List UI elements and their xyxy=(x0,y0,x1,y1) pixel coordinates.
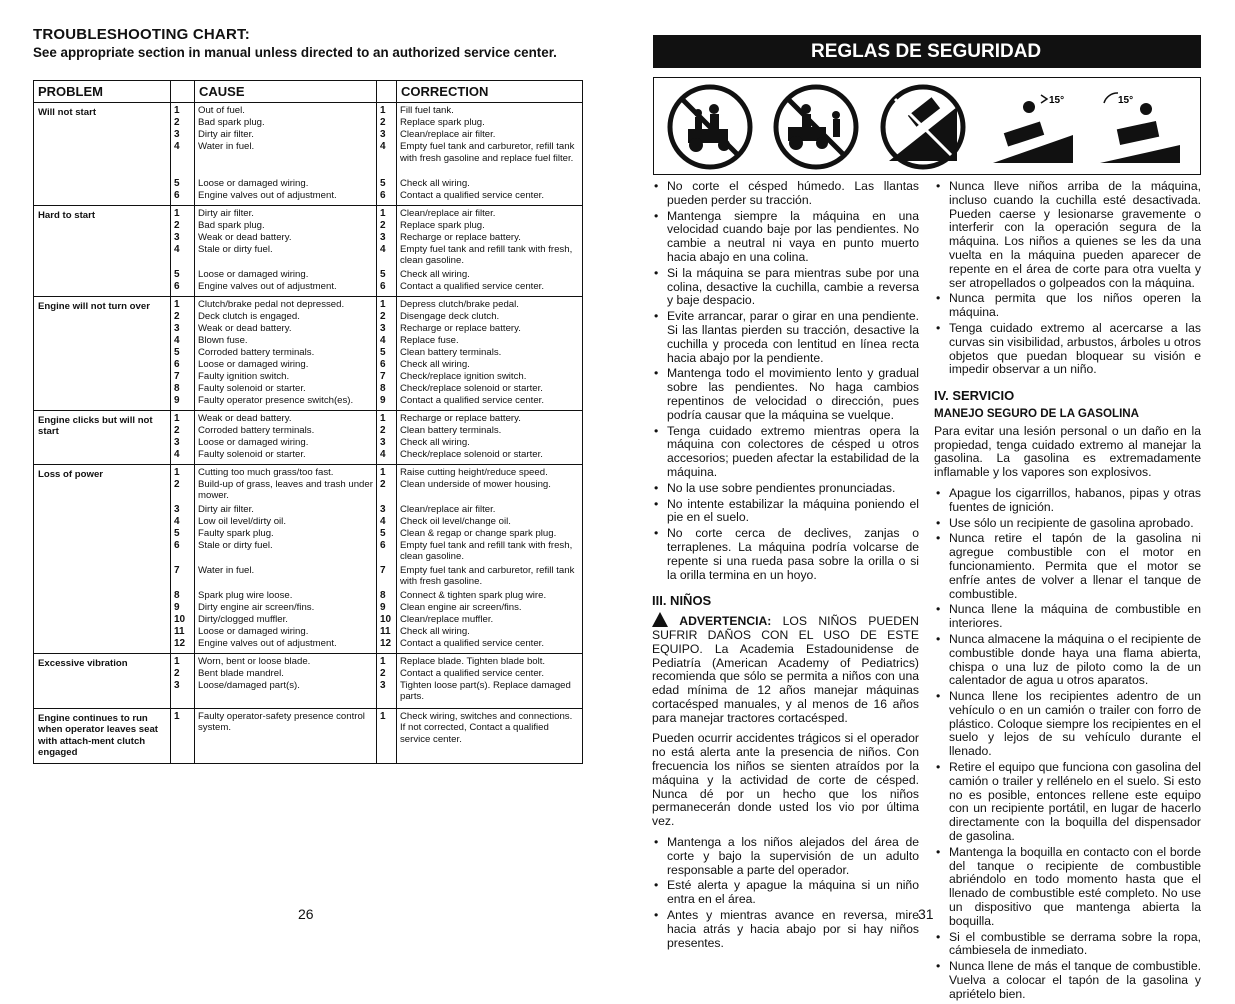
list-item: • Use sólo un recipiente de gasolina aprobado. xyxy=(934,517,1201,531)
cause-num-cell xyxy=(171,653,195,708)
problem-cell: Engine clicks but will not start xyxy=(34,410,171,464)
correction-cell xyxy=(397,103,583,206)
list-item: • Tenga cuidado extremo al acercarse a las curvas sin visibilidad, arbustos, árboles u otros objetos que puedan bloquear su visión e impedir observar a un niño. xyxy=(934,322,1201,377)
correction-text: Clean/replace muffler. xyxy=(400,613,494,625)
ninos-paragraph: Pueden ocurrir accidentes trágicos si el operador no está alerta ante la presencia de niños. Con frecuencia los niños se sienten atraídos por la máquina y la actividad de corte de césped. Nunca dé por un hecho que los niños permanecerán donde usted los vio por última vez. xyxy=(652,731,919,829)
correction-text: Fill fuel tank. xyxy=(400,105,454,116)
correction-text: Check all wiring. xyxy=(400,358,470,370)
list-item: • Nunca retire el tapón de la gasolina ni agregue combustible con el motor en funcionamiento. Permita que el motor se enfríe antes de volver a llenar el tanque de combustible. xyxy=(934,532,1201,601)
cause-text: Blown fuse. xyxy=(198,334,248,346)
list-item: • Esté alerta y apague la máquina si un niño entra en el área. xyxy=(652,879,919,907)
correction-text: Check all wiring. xyxy=(400,436,470,448)
correction-number: 4 xyxy=(380,243,386,255)
cause-number: 6 xyxy=(174,280,180,292)
cause-number: 3 xyxy=(174,322,180,334)
warning-icon xyxy=(652,612,668,627)
cause-number: 1 xyxy=(174,298,180,310)
warning-text: LOS NIÑOS PUEDEN SUFRIR DAÑOS CON EL USO DE ESTE EQUIPO. La Academia Estadounidense de Pediatría (American Academy of Pediatrics) recomienda que sólo se permita a niños con una edad mínima de 12 años manejar máquinas cortacésped manuales, y al menos de 16 años para manejar tractores cortacésped. xyxy=(652,614,919,725)
correction-number: 1 xyxy=(380,710,386,722)
correction-number: 7 xyxy=(380,370,386,382)
correction-cell xyxy=(397,205,583,296)
cause-text: Weak or dead battery. xyxy=(198,231,292,243)
cause-number: 3 xyxy=(174,231,180,243)
correction-cell xyxy=(397,653,583,708)
correction-text: Connect & tighten spark plug wire. xyxy=(400,589,547,601)
list-item: • No corte cerca de declives, zanjas o terraplenes. La máquina podría volcarse de repente si una rueda pasa sobre la orilla o si la orilla termina en un hoyo. xyxy=(652,527,919,582)
cause-text: Cutting too much grass/too fast. xyxy=(198,466,334,478)
troubleshooting-header xyxy=(33,26,583,60)
cause-text: Faulty operator-safety presence control system. xyxy=(198,710,365,733)
cause-number: 9 xyxy=(174,394,180,406)
safety-column-2 xyxy=(934,180,1201,1004)
correction-number: 5 xyxy=(380,346,386,358)
table-header-row xyxy=(34,81,583,103)
list-item: • Evite arrancar, parar o girar en una pendiente. Si las llantas pierden su tracción, desactive la cuchilla y proceda con lentitud en línea recta hacia abajo por la pendiente. xyxy=(652,310,919,365)
cause-number: 7 xyxy=(174,564,180,576)
slope-label-1: 15° xyxy=(1049,95,1065,106)
correction-number: 2 xyxy=(380,478,386,490)
correction-text: Clean/replace air filter. xyxy=(400,207,496,219)
correction-cell xyxy=(397,464,583,653)
correction-number: 6 xyxy=(380,539,386,551)
table-row xyxy=(34,410,583,464)
cause-cell xyxy=(195,653,377,708)
cause-text: Dirty air filter. xyxy=(198,207,254,219)
cause-number: 4 xyxy=(174,515,180,527)
correction-text: Replace blade. Tighten blade bolt. xyxy=(400,655,546,667)
list-item: • No la use sobre pendientes pronunciadas. xyxy=(652,482,919,496)
correction-number: 6 xyxy=(380,280,386,292)
correction-text: Disengage deck clutch. xyxy=(400,310,500,322)
problem-cell: Will not start xyxy=(34,103,171,206)
no-steep-climb-icon xyxy=(879,83,967,171)
safety-banner: REGLAS DE SEGURIDAD xyxy=(653,35,1201,68)
correction-number: 11 xyxy=(380,625,391,637)
cause-num-cell xyxy=(171,296,195,410)
correction-text: Clean/replace air filter. xyxy=(400,503,496,515)
cause-text: Clutch/brake pedal not depressed. xyxy=(198,298,345,310)
list-item: • Antes y mientras avance en reversa, mire hacia atrás y hacia abajo por si hay niños presentes. xyxy=(652,909,919,950)
cause-number: 3 xyxy=(174,436,180,448)
cause-number: 1 xyxy=(174,105,180,116)
cause-number: 3 xyxy=(174,129,180,140)
correction-number: 5 xyxy=(380,177,386,189)
list-item: • Mantenga la boquilla en contacto con el borde del tanque o recipiente de combustible abriéndolo en todo momento hasta que el llenado de combustible esté completo. No use un dispositivo que mantenga abierta la boquilla. xyxy=(934,846,1201,929)
cause-number: 8 xyxy=(174,589,180,601)
correction-text: Empty fuel tank and refill tank with fresh, clean gasoline. xyxy=(400,243,573,266)
correction-number: 3 xyxy=(380,231,386,243)
correction-number: 4 xyxy=(380,141,386,152)
correction-text: Check/replace solenoid or starter. xyxy=(400,448,543,460)
children-riding-list xyxy=(934,180,1201,377)
correction-text: Replace fuse. xyxy=(400,334,459,346)
cause-text: Low oil level/dirty oil. xyxy=(198,515,286,527)
list-item: • Nunca llene de más el tanque de combustible. Vuelva a colocar el tapón de la gasolina y apriételo bien. xyxy=(934,960,1201,1001)
cause-text: Dirty air filter. xyxy=(198,129,254,140)
cause-text: Engine valves out of adjustment. xyxy=(198,280,337,292)
list-item: • Mantenga a los niños alejados del área de corte y bajo la supervisión de un adulto responsable a parte del operador. xyxy=(652,836,919,877)
correction-num-cell xyxy=(377,464,397,653)
cause-num-cell xyxy=(171,205,195,296)
cause-text: Deck clutch is engaged. xyxy=(198,310,300,322)
cause-number: 4 xyxy=(174,243,180,255)
table-row xyxy=(34,653,583,708)
cause-text: Stale or dirty fuel. xyxy=(198,243,273,255)
cause-text: Loose/damaged part(s). xyxy=(198,679,300,691)
correction-number: 9 xyxy=(380,601,386,613)
correction-text: Replace spark plug. xyxy=(400,219,485,231)
cause-text: Dirty air filter. xyxy=(198,503,254,515)
cause-text: Engine valves out of adjustment. xyxy=(198,637,337,649)
correction-text: Check/replace ignition switch. xyxy=(400,370,527,382)
cause-text: Dirty/clogged muffler. xyxy=(198,613,288,625)
correction-text: Depress clutch/brake pedal. xyxy=(400,298,519,310)
cause-text: Out of fuel. xyxy=(198,105,245,116)
correction-text: Contact a qualified service center. xyxy=(400,280,544,292)
correction-text: Clean engine air screen/fins. xyxy=(400,601,522,613)
correction-number: 1 xyxy=(380,298,386,310)
cause-text: Spark plug wire loose. xyxy=(198,589,293,601)
list-item: • Nunca lleve niños arriba de la máquina, incluso cuando la cuchilla esté desactivada. Pueden caerse y lesionarse gravemente o interferir con la operación segura de la máquina. Los niños a quienes se les da una vuelta en la máquina pueden aparecer de repente en el área de corte para otra vuelta y ser atropellados o golpeados con la máquina. xyxy=(934,180,1201,290)
slope-safety-list xyxy=(652,180,919,582)
correction-text: Raise cutting height/reduce speed. xyxy=(400,466,548,478)
correction-cell xyxy=(397,410,583,464)
cause-number: 2 xyxy=(174,310,180,322)
correction-number: 1 xyxy=(380,466,386,478)
cause-number: 1 xyxy=(174,412,180,424)
correction-text: Contact a qualified service center. xyxy=(400,189,544,201)
cause-text: Weak or dead battery. xyxy=(198,322,292,334)
cause-number: 1 xyxy=(174,655,180,667)
correction-text: Clean battery terminals. xyxy=(400,346,502,358)
correction-number: 4 xyxy=(380,448,386,460)
correction-num-cell xyxy=(377,296,397,410)
cause-number: 2 xyxy=(174,667,180,679)
slope-label-2: 15° xyxy=(1118,95,1134,106)
servicio-heading: IV. SERVICIO xyxy=(934,388,1015,404)
header-cause-num xyxy=(171,81,195,103)
slope-warning-icon xyxy=(989,83,1077,171)
correction-text: Contact a qualified service center. xyxy=(400,667,544,679)
correction-number: 5 xyxy=(380,268,386,280)
list-item: • Apague los cigarrillos, habanos, pipas y otras fuentes de ignición. xyxy=(934,487,1201,515)
cause-number: 6 xyxy=(174,539,180,551)
correction-text: Empty fuel tank and carburetor, refill tank with fresh gasoline and replace fuel filter. xyxy=(400,141,575,164)
correction-number: 2 xyxy=(380,219,386,231)
correction-number: 1 xyxy=(380,655,386,667)
safety-pictograms xyxy=(653,77,1201,175)
cause-num-cell xyxy=(171,708,195,763)
correction-num-cell xyxy=(377,205,397,296)
correction-text: Recharge or replace battery. xyxy=(400,322,521,334)
cause-text: Bad spark plug. xyxy=(198,219,265,231)
list-item: • Si el combustible se derrama sobre la ropa, cámbiesela de inmediato. xyxy=(934,931,1201,959)
correction-num-cell xyxy=(377,708,397,763)
cause-text: Corroded battery terminals. xyxy=(198,424,315,436)
cause-cell xyxy=(195,296,377,410)
correction-text: Contact a qualified service center. xyxy=(400,394,544,406)
list-item: • No corte el césped húmedo. Las llantas pueden perder su tracción. xyxy=(652,180,919,208)
cause-number: 5 xyxy=(174,177,180,189)
correction-number: 6 xyxy=(380,189,386,201)
cause-text: Engine valves out of adjustment. xyxy=(198,189,337,201)
cause-text: Bent blade mandrel. xyxy=(198,667,284,679)
correction-text: Check all wiring. xyxy=(400,268,470,280)
warning-label: ADVERTENCIA: xyxy=(679,614,772,629)
cause-text: Loose or damaged wiring. xyxy=(198,358,309,370)
gasolina-heading: MANEJO SEGURO DE LA GASOLINA xyxy=(934,406,1140,420)
ninos-list xyxy=(652,836,919,950)
list-item: • Nunca almacene la máquina o el recipiente de combustible donde haya una flama abierta, chispa o una luz de piloto como la de un calentador de agua u otros aparatos. xyxy=(934,633,1201,688)
correction-num-cell xyxy=(377,103,397,206)
troubleshooting-table xyxy=(33,80,583,764)
header-problem: PROBLEM xyxy=(34,81,171,103)
cause-number: 6 xyxy=(174,189,180,201)
cause-num-cell xyxy=(171,464,195,653)
correction-text: Check all wiring. xyxy=(400,177,470,189)
problem-cell: Engine continues to run when operator leaves seat with attach-ment clutch engaged xyxy=(34,708,171,763)
correction-number: 1 xyxy=(380,412,386,424)
cause-text: Build-up of grass, leaves and trash under mower. xyxy=(198,478,373,501)
cause-cell xyxy=(195,708,377,763)
cause-text: Faulty solenoid or starter. xyxy=(198,382,306,394)
cause-number: 9 xyxy=(174,601,180,613)
header-correction: CORRECTION xyxy=(397,81,583,103)
correction-text: Clean underside of mower housing. xyxy=(400,478,551,490)
list-item: • Nunca llene los recipientes adentro de un vehículo o en un camión o trailer con forro de plástico. Coloque siempre los recipientes en el suelo y lejos de su vehículo durante el llenado. xyxy=(934,690,1201,759)
list-item: • Mantenga todo el movimiento lento y gradual sobre las pendientes. No haga cambios repentinos de velocidad o dirección, pues podría causar que la máquina se vuelque. xyxy=(652,367,919,422)
ninos-heading: III. NIÑOS xyxy=(652,593,712,609)
list-item: • Mantenga siempre la máquina en una velocidad cuando baje por las pendientes. No cambie a neutral ni vaya en punto muerto hacia abajo en una colina. xyxy=(652,210,919,265)
correction-text: Empty fuel tank and carburetor, refill tank with fresh gasoline. xyxy=(400,564,575,587)
correction-number: 12 xyxy=(380,637,392,649)
chart-subtitle: See appropriate section in manual unless directed to an authorized service center. xyxy=(33,45,557,60)
cause-text: Weak or dead battery. xyxy=(198,412,292,424)
correction-number: 3 xyxy=(380,436,386,448)
correction-number: 1 xyxy=(380,207,386,219)
cause-number: 4 xyxy=(174,334,180,346)
cause-text: Faulty spark plug. xyxy=(198,527,274,539)
correction-text: Empty fuel tank and refill tank with fresh, clean gasoline. xyxy=(400,539,573,562)
cause-number: 1 xyxy=(174,710,180,722)
cause-text: Dirty engine air screen/fins. xyxy=(198,601,315,613)
problem-cell: Loss of power xyxy=(34,464,171,653)
correction-number: 3 xyxy=(380,679,386,691)
page-number-left: 26 xyxy=(298,906,314,922)
cause-number: 3 xyxy=(174,679,180,691)
correction-number: 5 xyxy=(380,527,386,539)
chart-title: TROUBLESHOOTING CHART: xyxy=(33,26,250,43)
correction-text: Recharge or replace battery. xyxy=(400,231,521,243)
correction-number: 7 xyxy=(380,564,386,576)
cause-number: 4 xyxy=(174,141,180,152)
cause-number: 2 xyxy=(174,424,180,436)
cause-number: 7 xyxy=(174,370,180,382)
list-item: • Tenga cuidado extremo mientras opera la máquina con colectores de césped u otros accesorios; pueden afectar la estabilidad de la máquina. xyxy=(652,425,919,480)
ninos-warning xyxy=(652,612,919,725)
cause-number: 12 xyxy=(174,637,186,649)
table-row xyxy=(34,103,583,206)
cause-text: Water in fuel. xyxy=(198,564,255,576)
table-row xyxy=(34,708,583,763)
correction-number: 10 xyxy=(380,613,392,625)
correction-number: 2 xyxy=(380,310,386,322)
correction-number: 2 xyxy=(380,667,386,679)
correction-cell xyxy=(397,296,583,410)
list-item: • Si la máquina se para mientras sube por una colina, desactive la cuchilla, cambie a reversa y baje despacio. xyxy=(652,267,919,308)
safety-column-1 xyxy=(652,180,919,952)
cause-number: 5 xyxy=(174,527,180,539)
cause-number: 5 xyxy=(174,346,180,358)
cause-number: 4 xyxy=(174,448,180,460)
correction-number: 2 xyxy=(380,117,386,128)
table-row xyxy=(34,464,583,653)
cause-text: Water in fuel. xyxy=(198,141,255,152)
cause-number: 2 xyxy=(174,219,180,231)
correction-text: Check/replace solenoid or starter. xyxy=(400,382,543,394)
cause-cell xyxy=(195,103,377,206)
list-item: • Retire el equipo que funciona con gasolina del camión o trailer y rellénelo en el suelo. Si esto no es posible, entonces rellene este equipo con un recipiente portátil, en lugar de hacerlo directamente con la boquilla del dispensador de gasolina. xyxy=(934,761,1201,844)
cause-text: Corroded battery terminals. xyxy=(198,346,315,358)
slope-15-icon xyxy=(1096,83,1184,171)
cause-text: Faulty ignition switch. xyxy=(198,370,290,382)
gasolina-list xyxy=(934,487,1201,1002)
correction-number: 3 xyxy=(380,503,386,515)
header-correction-num xyxy=(377,81,397,103)
correction-number: 3 xyxy=(380,322,386,334)
correction-number: 1 xyxy=(380,105,386,116)
header-cause: CAUSE xyxy=(195,81,377,103)
table-row xyxy=(34,296,583,410)
cause-number: 1 xyxy=(174,466,180,478)
cause-cell xyxy=(195,410,377,464)
correction-number: 9 xyxy=(380,394,386,406)
correction-text: Check wiring, switches and connections. If not corrected, Contact a qualified service center. xyxy=(400,710,573,745)
cause-number: 5 xyxy=(174,268,180,280)
correction-number: 3 xyxy=(380,129,386,140)
page-number-right: 31 xyxy=(918,906,934,922)
cause-cell xyxy=(195,205,377,296)
cause-number: 2 xyxy=(174,117,180,128)
cause-text: Loose or damaged wiring. xyxy=(198,436,309,448)
cause-number: 10 xyxy=(174,613,186,625)
cause-num-cell xyxy=(171,410,195,464)
correction-text: Check all wiring. xyxy=(400,625,470,637)
correction-number: 8 xyxy=(380,382,386,394)
problem-cell: Excessive vibration xyxy=(34,653,171,708)
cause-number: 6 xyxy=(174,358,180,370)
correction-number: 4 xyxy=(380,515,386,527)
no-children-near-icon xyxy=(772,83,860,171)
correction-text: Contact a qualified service center. xyxy=(400,637,544,649)
correction-num-cell xyxy=(377,653,397,708)
no-riders-icon xyxy=(666,83,754,171)
correction-num-cell xyxy=(377,410,397,464)
cause-text: Faulty solenoid or starter. xyxy=(198,448,306,460)
cause-cell xyxy=(195,464,377,653)
cause-number: 2 xyxy=(174,478,180,490)
table-row xyxy=(34,205,583,296)
cause-text: Stale or dirty fuel. xyxy=(198,539,273,551)
cause-text: Worn, bent or loose blade. xyxy=(198,655,311,667)
list-item: • No intente estabilizar la máquina poniendo el pie en el suelo. xyxy=(652,498,919,526)
correction-text: Tighten loose part(s). Replace damaged parts. xyxy=(400,679,571,702)
correction-text: Clean/replace air filter. xyxy=(400,129,496,140)
correction-text: Clean & regap or change spark plug. xyxy=(400,527,557,539)
cause-text: Loose or damaged wiring. xyxy=(198,268,309,280)
cause-number: 3 xyxy=(174,503,180,515)
correction-number: 2 xyxy=(380,424,386,436)
correction-text: Recharge or replace battery. xyxy=(400,412,521,424)
correction-text: Check oil level/change oil. xyxy=(400,515,511,527)
cause-number: 1 xyxy=(174,207,180,219)
problem-cell: Engine will not turn over xyxy=(34,296,171,410)
correction-number: 8 xyxy=(380,589,386,601)
cause-text: Bad spark plug. xyxy=(198,117,265,128)
cause-num-cell xyxy=(171,103,195,206)
correction-text: Clean battery terminals. xyxy=(400,424,502,436)
list-item: • Nunca llene la máquina de combustible en interiores. xyxy=(934,603,1201,631)
list-item: • Nunca permita que los niños operen la máquina. xyxy=(934,292,1201,320)
problem-cell: Hard to start xyxy=(34,205,171,296)
cause-number: 11 xyxy=(174,625,185,637)
cause-number: 8 xyxy=(174,382,180,394)
cause-text: Loose or damaged wiring. xyxy=(198,625,309,637)
correction-cell xyxy=(397,708,583,763)
correction-number: 4 xyxy=(380,334,386,346)
gasolina-paragraph: Para evitar una lesión personal o un daño en la propiedad, tenga cuidado extremo al manejar la gasolina. La gasolina es extremadamente inflamable y los vapores son explosivos. xyxy=(934,423,1201,480)
correction-number: 6 xyxy=(380,358,386,370)
cause-text: Faulty operator presence switch(es). xyxy=(198,394,354,406)
cause-text: Loose or damaged wiring. xyxy=(198,177,309,189)
correction-text: Replace spark plug. xyxy=(400,117,485,128)
